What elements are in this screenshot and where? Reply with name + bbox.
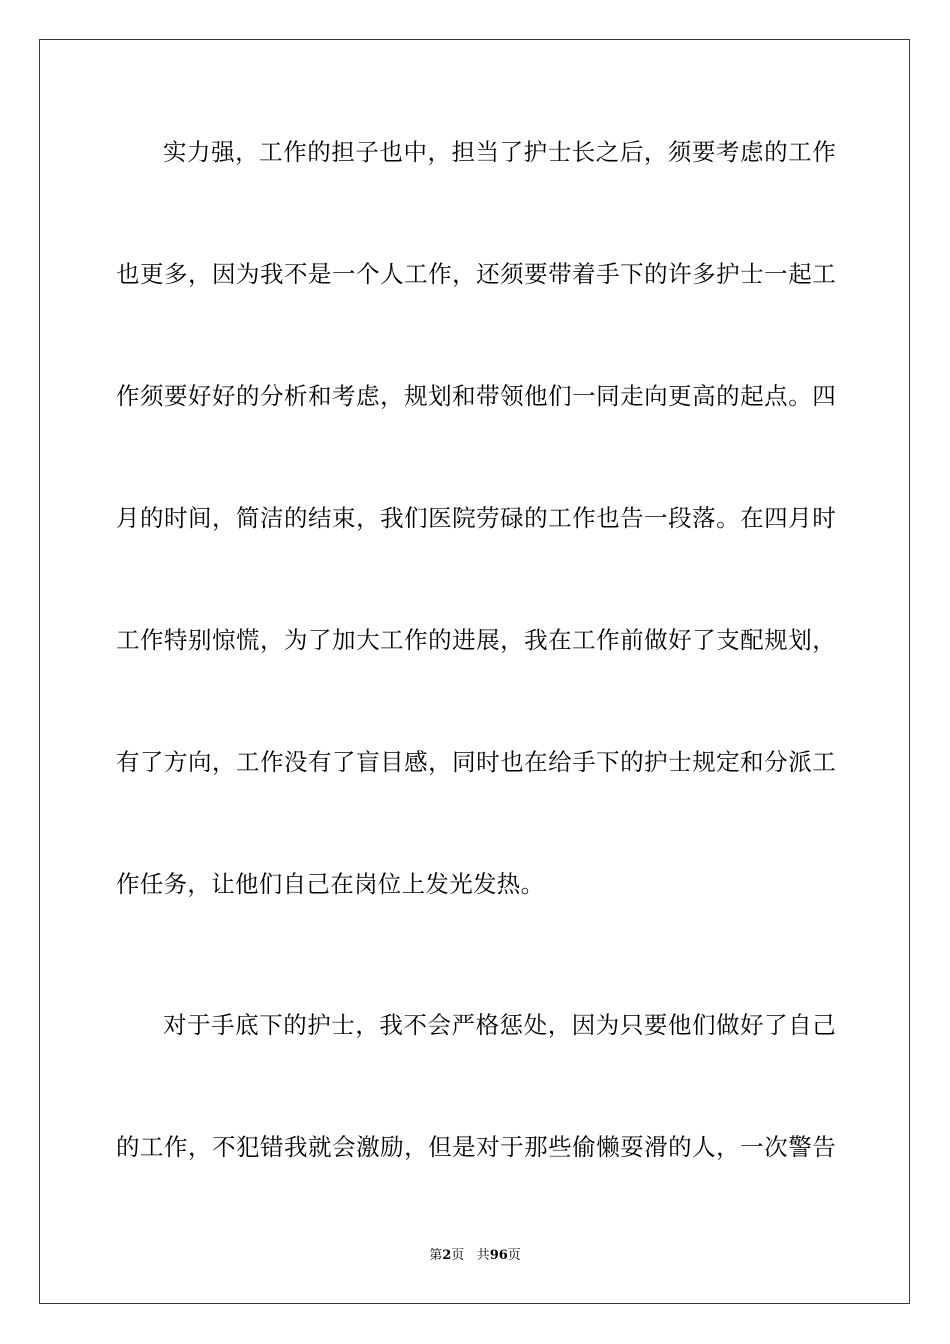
paragraph-line: 对于手底下的护士，我不会严格惩处，因为只要他们做好了自己 — [163, 1011, 836, 1039]
paragraph-line: 作任务，让他们自己在岗位上发光发热。 — [116, 870, 545, 898]
footer-page-number: 2 — [442, 1248, 452, 1263]
paragraph-line: 有了方向，工作没有了盲目感，同时也在给手下的护士规定和分派工 — [116, 748, 836, 776]
paragraph-line: 实力强，工作的担子也中，担当了护士长之后，须要考虑的工作 — [163, 138, 836, 166]
page-footer — [0, 1247, 950, 1265]
footer-total-suffix: 页 — [507, 1248, 521, 1263]
footer-total-prefix: 共 — [476, 1248, 490, 1263]
footer-page-prefix: 第 — [429, 1248, 443, 1263]
footer-total-pages: 96 — [489, 1248, 508, 1263]
paragraph-line: 月的时间，简洁的结束，我们医院劳碌的工作也告一段落。在四月时 — [116, 504, 836, 532]
paragraph-line: 工作特别惊慌，为了加大工作的进展，我在工作前做好了支配规划， — [116, 626, 836, 654]
paragraph-line: 作须要好好的分析和考虑，规划和带领他们一同走向更高的起点。四 — [116, 382, 836, 410]
footer-page-suffix: 页 — [451, 1248, 465, 1263]
paragraph-line: 也更多，因为我不是一个人工作，还须要带着手下的许多护士一起工 — [116, 260, 836, 288]
paragraph-line: 的工作，不犯错我就会激励，但是对于那些偷懒耍滑的人，一次警告 — [116, 1133, 836, 1161]
page-border — [39, 39, 910, 1304]
